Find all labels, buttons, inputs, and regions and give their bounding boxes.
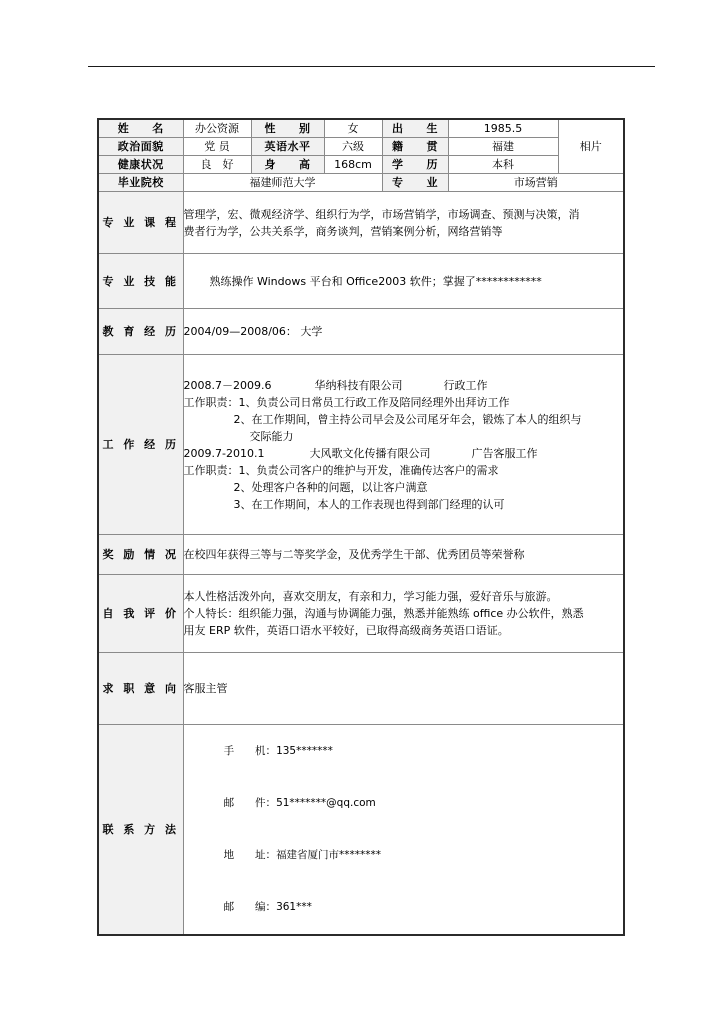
job2-header (184, 445, 624, 462)
table-row-awards (98, 535, 624, 575)
value-job-objective (183, 653, 624, 725)
value-major: 市场营销 (448, 174, 624, 192)
table-row-name (98, 119, 624, 138)
contact-address-value: 福建省厦门市******** (276, 849, 382, 862)
job1-header (184, 377, 624, 394)
contact-address-label: 地 址： (223, 849, 277, 862)
value-self-evaluation (183, 575, 624, 653)
value-skills (183, 254, 624, 309)
job1-duty-2: 2、在工作期间，曾主持公司早会及公司尾牙年会，锻炼了本人的组织与 (233, 412, 582, 426)
contact-zip-label: 邮 编： (223, 901, 277, 914)
value-work-experience (183, 355, 624, 535)
value-birth: 1985.5 (448, 119, 558, 138)
contact-address (184, 830, 624, 882)
value-political-status: 党 员 (183, 138, 251, 156)
job2-role: 广告客服工作 (471, 446, 538, 460)
label-contact: 联 系 方 法 (98, 725, 183, 936)
job1-duty-1: 工作职责：1、负责公司日常员工行政工作及陪同经理外出拜访工作 (183, 395, 510, 409)
value-native-place: 福建 (448, 138, 558, 156)
table-row-self-evaluation (98, 575, 624, 653)
self-evaluation-line-1: 本人性格活泼外向，喜欢交朋友，有亲和力，学习能力强，爱好音乐与旅游。 (183, 590, 558, 604)
awards-text: 在校四年获得三等与二等奖学金，及优秀学生干部、优秀团员等荣誉称 (183, 548, 525, 562)
self-evaluation-line-3: 用友 ERP 软件，英语口语水平较好，已取得高级商务英语口语证。 (183, 624, 509, 638)
courses-line-2: 费者行为学，公共关系学，商务谈判，营销案例分析，网络营销等 (183, 224, 503, 238)
job2-duty-3: 3、在工作期间，本人的工作表现也得到部门经理的认可 (233, 497, 505, 511)
value-english-level: 六级 (324, 138, 382, 156)
skills-text: 熟练操作 Windows 平台和 Office2003 软件；掌握了************ (209, 274, 542, 288)
contact-zip-value: 361*** (276, 901, 312, 914)
label-native-place: 籍 贯 (382, 138, 448, 156)
label-awards: 奖 励 情 况 (98, 535, 183, 575)
job-objective-text: 客服主管 (183, 682, 228, 696)
label-self-evaluation: 自 我 评 价 (98, 575, 183, 653)
contact-email (184, 777, 624, 829)
label-health: 健康状况 (98, 156, 183, 174)
label-major: 专 业 (382, 174, 448, 192)
label-school: 毕业院校 (98, 174, 183, 192)
value-courses (183, 192, 624, 254)
self-evaluation-line-2: 个人特长：组织能力强，沟通与协调能力强，熟悉并能熟练 office 办公软件，熟悉 (183, 607, 584, 621)
value-height: 168cm (324, 156, 382, 174)
label-skills: 专 业 技 能 (98, 254, 183, 309)
table-row-skills (98, 254, 624, 309)
label-english-level: 英语水平 (251, 138, 324, 156)
contact-email-value: 51*******@qq.com (276, 796, 376, 809)
contact-email-label: 邮 件： (223, 796, 277, 809)
contact-zip (184, 882, 624, 934)
label-education-history: 教 育 经 历 (98, 309, 183, 355)
education-history-text: 2004/09—2008/06： 大学 (183, 325, 323, 339)
contact-phone-label: 手 机： (223, 744, 277, 757)
table-row-contact (98, 725, 624, 936)
resume-table (97, 118, 625, 936)
label-birth: 出 生 (382, 119, 448, 138)
value-gender: 女 (324, 119, 382, 138)
contact-phone-value: 135******* (276, 744, 333, 757)
job2-period: 2009.7-2010.1 (183, 446, 265, 460)
value-education-level: 本科 (448, 156, 558, 174)
label-education-level: 学 历 (382, 156, 448, 174)
label-gender: 性 别 (251, 119, 324, 138)
value-health: 良 好 (183, 156, 251, 174)
label-courses: 专 业 课 程 (98, 192, 183, 254)
value-contact (183, 725, 624, 936)
value-school: 福建师范大学 (183, 174, 382, 192)
table-row-political (98, 138, 624, 156)
value-name: 办公资源 (183, 119, 251, 138)
job2-duty-2: 2、处理客户各种的问题，以让客户满意 (233, 480, 428, 494)
job2-duty-1: 工作职责：1、负责公司客户的维护与开发，准确传达客户的需求 (183, 463, 499, 477)
header-divider-rule (88, 66, 655, 67)
photo-placeholder: 相片 (558, 119, 624, 174)
table-row-job-objective (98, 653, 624, 725)
table-row-school (98, 174, 624, 192)
label-name: 姓 名 (98, 119, 183, 138)
value-education-history (183, 309, 624, 355)
job1-role: 行政工作 (443, 378, 488, 392)
label-work-experience: 工 作 经 历 (98, 355, 183, 535)
table-row-courses (98, 192, 624, 254)
job1-period: 2008.7－2009.6 (183, 378, 272, 392)
job1-duty-2-cont: 交际能力 (249, 429, 294, 443)
label-job-objective: 求 职 意 向 (98, 653, 183, 725)
table-row-education-history (98, 309, 624, 355)
courses-line-1: 管理学，宏、微观经济学、组织行为学，市场营销学，市场调查、预测与决策，消 (183, 207, 580, 221)
job1-company: 华纳科技有限公司 (314, 378, 403, 392)
label-height: 身 高 (251, 156, 324, 174)
table-row-work-experience (98, 355, 624, 535)
value-awards (183, 535, 624, 575)
contact-phone (184, 725, 624, 777)
label-political-status: 政治面貌 (98, 138, 183, 156)
table-row-health (98, 156, 624, 174)
job2-company: 大风歌文化传播有限公司 (309, 446, 431, 460)
